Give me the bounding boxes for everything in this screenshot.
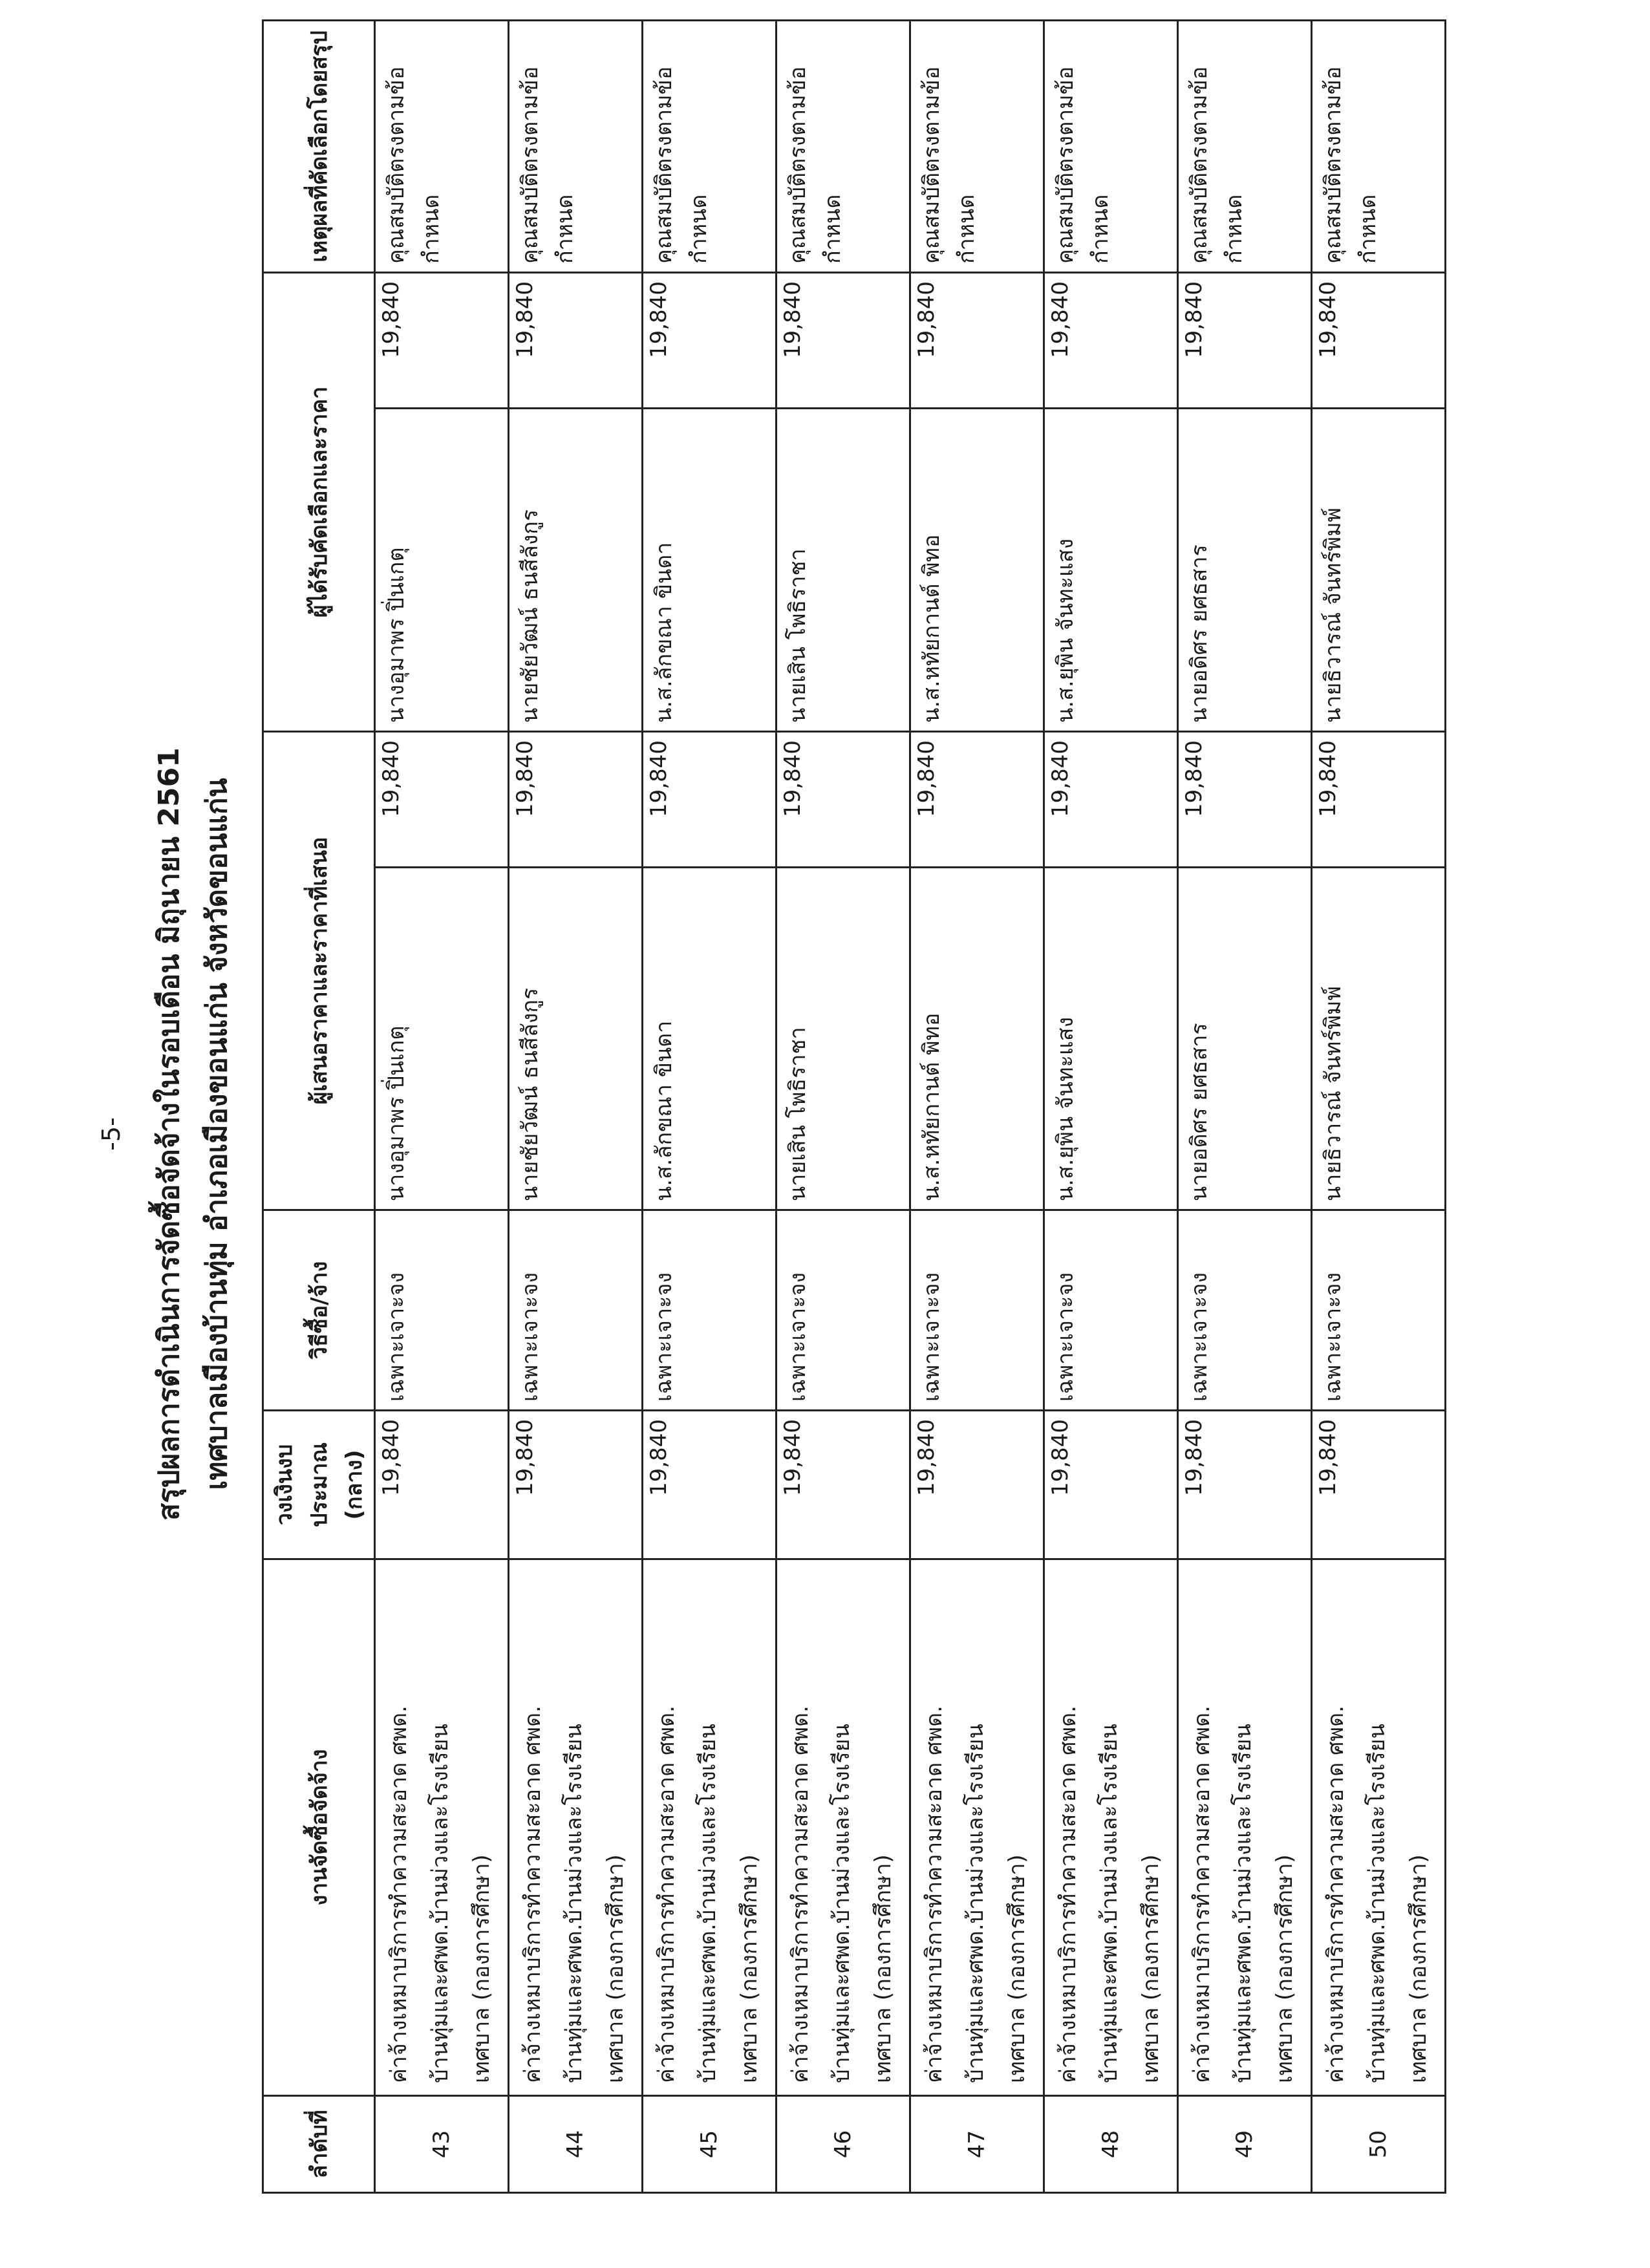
row-bidder: น.ส.ยุพิน จันทะแสง (1044, 868, 1178, 1210)
row-work (1312, 1559, 1446, 2096)
row-work (375, 1559, 509, 2096)
procurement-table-wrapper (262, 21, 1446, 2194)
row-work (910, 1559, 1044, 2096)
title-line-1: สรุปผลการดำเนินการจัดซื้อจัดจ้างในรอบเดือน มิถุนายน 2561 (153, 747, 186, 1521)
row-no: 48 (1044, 2096, 1178, 2193)
row-work-line-3: เทศบาล (กองการศึกษา) (1272, 1854, 1298, 2083)
row-win-price: 19,840 (1312, 272, 1446, 408)
row-bidder: น.ส.ลักขณา ขินดา (643, 868, 777, 1210)
row-bid-price: 19,840 (910, 731, 1044, 867)
row-reason: คุณสมบัติตรงตามข้อกำหนด (643, 20, 777, 272)
row-method: เฉพาะเจาะจง (1312, 1210, 1446, 1411)
row-winner: น.ส.ยุพิน จันทะแสง (1044, 408, 1178, 731)
row-bidder: นายเสิน โพธิราชา (777, 868, 910, 1210)
row-winner: น.ส.หทัยกานต์ พิทอ (910, 408, 1044, 731)
row-method: เฉพาะเจาะจง (910, 1210, 1044, 1411)
row-budget: 19,840 (910, 1411, 1044, 1559)
table-row (777, 20, 910, 2192)
table-row (1044, 20, 1178, 2192)
row-work-line-3: เทศบาล (กองการศึกษา) (736, 1854, 762, 2083)
row-bid-price: 19,840 (643, 731, 777, 867)
document-title (145, 0, 241, 2268)
table-row (1312, 20, 1446, 2192)
table-row (1178, 20, 1312, 2192)
row-bidder: น.ส.หทัยกานต์ พิทอ (910, 868, 1044, 1210)
row-work-line-1: ค่าจ้างเหมาบริการทำความสะอาด ศพด. (386, 1706, 412, 2083)
row-budget: 19,840 (1312, 1411, 1446, 1559)
table-row (643, 20, 777, 2192)
title-line-2: เทศบาลเมืองบ้านทุ่ม อำเภอเมืองขอนแก่น จังหวัดขอนแก่น (200, 778, 233, 1490)
row-bid-price: 19,840 (509, 731, 643, 867)
table-row (910, 20, 1044, 2192)
row-work-line-3: เทศบาล (กองการศึกษา) (469, 1854, 495, 2083)
row-no: 45 (643, 2096, 777, 2193)
row-win-price: 19,840 (509, 272, 643, 408)
row-work-line-2: บ้านทุ่มและศพด.บ้านม่วงและโรงเรียน (1097, 1724, 1122, 2083)
header-bidders: ผู้เสนอราคาและราคาที่เสนอ (263, 731, 375, 1210)
row-work-line-3: เทศบาล (กองการศึกษา) (603, 1854, 628, 2083)
row-reason: คุณสมบัติตรงตามข้อกำหนด (509, 20, 643, 272)
row-method: เฉพาะเจาะจง (1178, 1210, 1312, 1411)
row-bid-price: 19,840 (375, 731, 509, 867)
row-work-line-2: บ้านทุ่มและศพด.บ้านม่วงและโรงเรียน (963, 1724, 989, 2083)
row-win-price: 19,840 (1044, 272, 1178, 408)
row-bidder: นายธิวารณ์ จันทร์พิมพ์ (1312, 868, 1446, 1210)
row-work-line-1: ค่าจ้างเหมาบริการทำความสะอาด ศพด. (921, 1706, 947, 2083)
row-win-price: 19,840 (643, 272, 777, 408)
header-budget: วงเงินงบประมาณ (กลาง) (263, 1411, 375, 1559)
row-budget: 19,840 (1044, 1411, 1178, 1559)
row-winner: นายเสิน โพธิราชา (777, 408, 910, 731)
row-work-line-3: เทศบาล (กองการศึกษา) (1138, 1854, 1164, 2083)
row-reason: คุณสมบัติตรงตามข้อกำหนด (1178, 20, 1312, 272)
row-budget: 19,840 (1178, 1411, 1312, 1559)
row-work (777, 1559, 910, 2096)
procurement-table (262, 19, 1446, 2194)
row-bidder: นายอดิศร ยศธสาร (1178, 868, 1312, 1210)
row-work-line-2: บ้านทุ่มและศพด.บ้านม่วงและโรงเรียน (695, 1724, 721, 2083)
row-winner: น.ส.ลักขณา ขินดา (643, 408, 777, 731)
row-bid-price: 19,840 (777, 731, 910, 867)
row-work-line-2: บ้านทุ่มและศพด.บ้านม่วงและโรงเรียน (561, 1724, 587, 2083)
row-work-line-3: เทศบาล (กองการศึกษา) (1004, 1854, 1030, 2083)
row-bid-price: 19,840 (1312, 731, 1446, 867)
row-budget: 19,840 (509, 1411, 643, 1559)
row-reason: คุณสมบัติตรงตามข้อกำหนด (1044, 20, 1178, 272)
row-reason: คุณสมบัติตรงตามข้อกำหนด (1312, 20, 1446, 272)
row-method: เฉพาะเจาะจง (1044, 1210, 1178, 1411)
row-work (1178, 1559, 1312, 2096)
row-bidder: นายชัยวัฒน์ ธนสีลังกูร (509, 868, 643, 1210)
header-work: งานจัดซื้อจัดจ้าง (263, 1559, 375, 2096)
row-win-price: 19,840 (1178, 272, 1312, 408)
row-work-line-1: ค่าจ้างเหมาบริการทำความสะอาด ศพด. (1189, 1706, 1215, 2083)
row-method: เฉพาะเจาะจง (643, 1210, 777, 1411)
row-winner: นายชัยวัฒน์ ธนสีลังกูร (509, 408, 643, 731)
row-work-line-1: ค่าจ้างเหมาบริการทำความสะอาด ศพด. (788, 1706, 813, 2083)
row-no: 50 (1312, 2096, 1446, 2193)
row-work-line-2: บ้านทุ่มและศพด.บ้านม่วงและโรงเรียน (427, 1724, 453, 2083)
row-work-line-2: บ้านทุ่มและศพด.บ้านม่วงและโรงเรียน (1364, 1724, 1390, 2083)
row-reason: คุณสมบัติตรงตามข้อกำหนด (777, 20, 910, 272)
header-method: วิธีซื้อ/จ้าง (263, 1210, 375, 1411)
row-work-line-1: ค่าจ้างเหมาบริการทำความสะอาด ศพด. (654, 1706, 680, 2083)
row-work-line-2: บ้านทุ่มและศพด.บ้านม่วงและโรงเรียน (829, 1724, 855, 2083)
row-work-line-2: บ้านทุ่มและศพด.บ้านม่วงและโรงเรียน (1230, 1724, 1256, 2083)
row-win-price: 19,840 (910, 272, 1044, 408)
header-winner: ผู้ได้รับคัดเลือกและราคา (263, 272, 375, 731)
table-header-row (263, 20, 375, 2192)
row-no: 46 (777, 2096, 910, 2193)
row-budget: 19,840 (777, 1411, 910, 1559)
row-no: 47 (910, 2096, 1044, 2193)
row-no: 43 (375, 2096, 509, 2193)
row-winner: นางอุมาพร ปิ่นเกตุ (375, 408, 509, 731)
table-row (509, 20, 643, 2192)
header-no: ลำดับที่ (263, 2096, 375, 2193)
row-budget: 19,840 (375, 1411, 509, 1559)
row-work-line-1: ค่าจ้างเหมาบริการทำความสะอาด ศพด. (1055, 1706, 1081, 2083)
row-method: เฉพาะเจาะจง (777, 1210, 910, 1411)
row-no: 49 (1178, 2096, 1312, 2193)
row-win-price: 19,840 (777, 272, 910, 408)
header-reason: เหตุผลที่คัดเลือกโดยสรุป (263, 20, 375, 272)
row-work-line-3: เทศบาล (กองการศึกษา) (1406, 1854, 1431, 2083)
row-method: เฉพาะเจาะจง (509, 1210, 643, 1411)
row-work (643, 1559, 777, 2096)
row-work-line-1: ค่าจ้างเหมาบริการทำความสะอาด ศพด. (520, 1706, 546, 2083)
table-row (375, 20, 509, 2192)
row-reason: คุณสมบัติตรงตามข้อกำหนด (375, 20, 509, 272)
row-winner: นายอดิศร ยศธสาร (1178, 408, 1312, 731)
row-bid-price: 19,840 (1178, 731, 1312, 867)
row-bid-price: 19,840 (1044, 731, 1178, 867)
row-budget: 19,840 (643, 1411, 777, 1559)
page-number: -5- (97, 1117, 125, 1151)
row-work (1044, 1559, 1178, 2096)
row-method: เฉพาะเจาะจง (375, 1210, 509, 1411)
row-win-price: 19,840 (375, 272, 509, 408)
row-work-line-3: เทศบาล (กองการศึกษา) (870, 1854, 896, 2083)
row-reason: คุณสมบัติตรงตามข้อกำหนด (910, 20, 1044, 272)
row-winner: นายธิวารณ์ จันทร์พิมพ์ (1312, 408, 1446, 731)
row-work (509, 1559, 643, 2096)
row-no: 44 (509, 2096, 643, 2193)
row-work-line-1: ค่าจ้างเหมาบริการทำความสะอาด ศพด. (1323, 1706, 1349, 2083)
row-bidder: นางอุมาพร ปิ่นเกตุ (375, 868, 509, 1210)
